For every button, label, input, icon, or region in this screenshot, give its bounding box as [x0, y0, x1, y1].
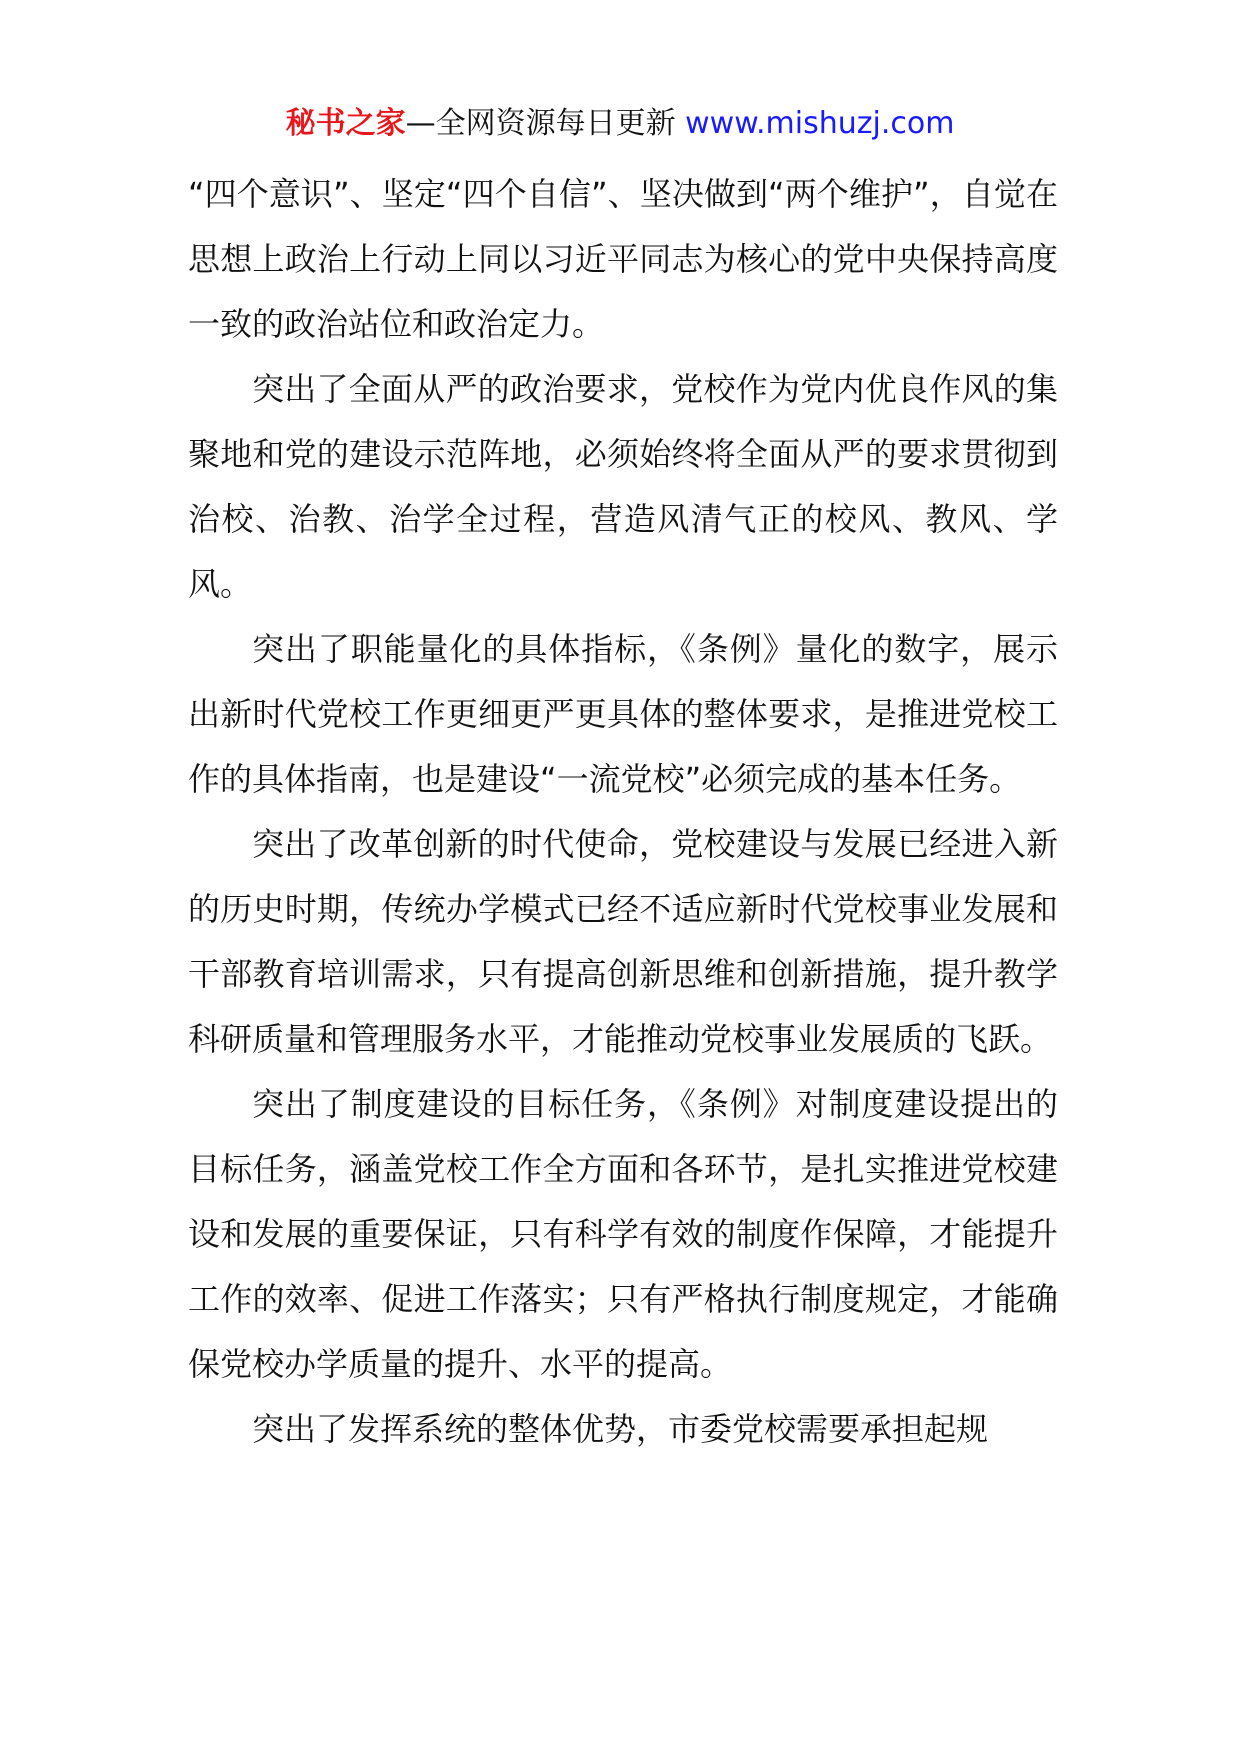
page-header: [0, 100, 1240, 148]
paragraph-continuation: “四个意识”、坚定“四个自信”、坚决做到“两个维护”，自觉在思想上政治上行动上同以习近平同志为核心的党中央保持高度一致的政治站位和政治定力。: [188, 175, 1058, 343]
paragraph: 突出了改革创新的时代使命，党校建设与发展已经进入新的历史时期，传统办学模式已经不适应新时代党校事业发展和干部教育培训需求，只有提高创新思维和创新措施，提升教学科研质量和管理服务水平，才能推动党校事业发展质的飞跃。: [188, 825, 1058, 1058]
site-tagline: —全网资源每日更新: [405, 106, 676, 141]
paragraph: 突出了职能量化的具体指标，《条例》量化的数字，展示出新时代党校工作更细更严更具体的整体要求，是推进党校工作的具体指南，也是建设“一流党校”必须完成的基本任务。: [188, 630, 1058, 798]
paragraph: 突出了发挥系统的整体优势，市委党校需要承担起规: [252, 1410, 989, 1448]
paragraph: 突出了制度建设的目标任务，《条例》对制度建设提出的目标任务，涵盖党校工作全方面和各环节，是扎实推进党校建设和发展的重要保证，只有科学有效的制度作保障，才能提升工作的效率、促进工作落实；只有严格执行制度规定，才能确保党校办学质量的提升、水平的提高。: [188, 1085, 1058, 1383]
site-brand: 秘书之家: [285, 106, 406, 141]
site-url-link[interactable]: www.mishuzj.com: [685, 106, 955, 141]
document-body: [188, 162, 1058, 1462]
paragraph: 突出了全面从严的政治要求，党校作为党内优良作风的集聚地和党的建设示范阵地，必须始终将全面从严的要求贯彻到治校、治教、治学全过程，营造风清气正的校风、教风、学风。: [188, 370, 1058, 603]
